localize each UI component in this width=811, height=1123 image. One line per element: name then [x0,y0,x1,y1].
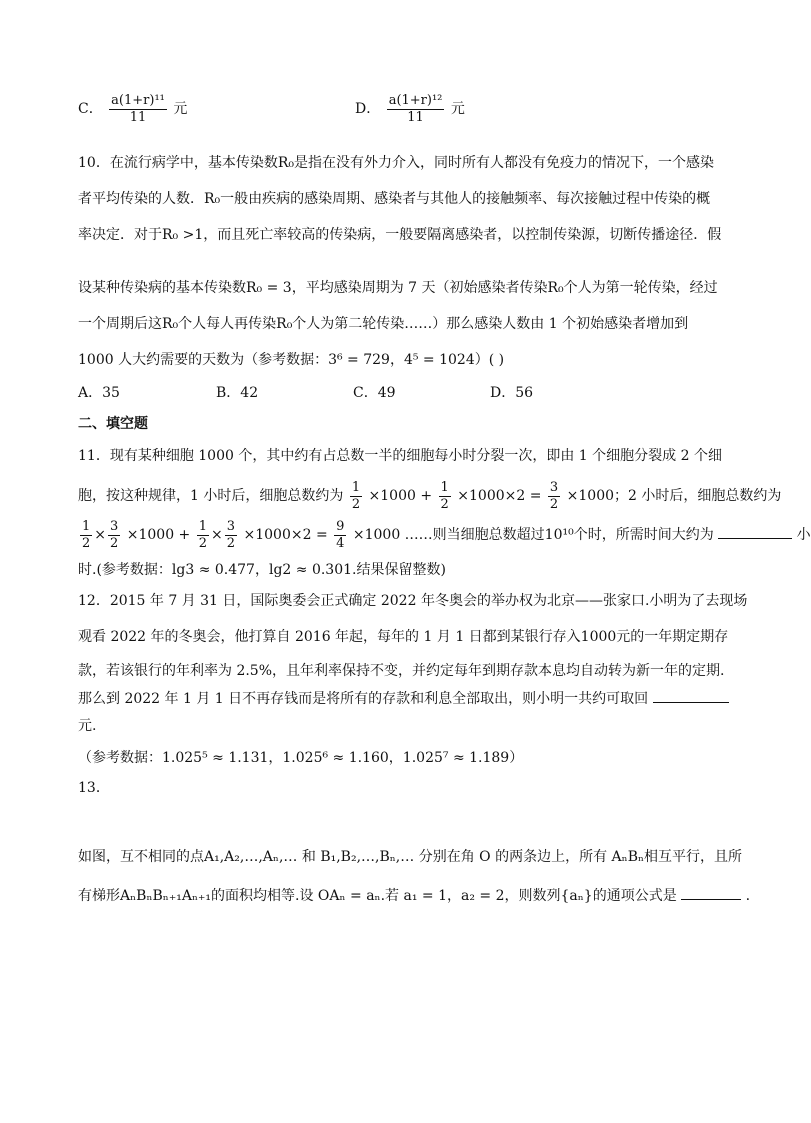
section-title: 二、填空题 [78,416,148,432]
fraction [109,93,167,126]
q10-line-3: 率决定．对于R₀ >1，而且死亡率较高的传染病，一般要隔离感染者，以控制传染源，切断传播途径．假 [78,227,722,243]
answer-blank [653,688,729,703]
q12-line-3: 款，若该银行的年利率为 2.5%，且年利率保持不变，并约定每年到期存款本息均自动转为新一年的定期. [78,663,725,679]
q10-option-d: D．56 [490,385,534,401]
q11-line-3 [78,515,811,555]
fraction: $\frac{3}{2}$ [549,479,559,512]
denominator: 11 [129,109,147,125]
q10-option-b: B．42 [216,385,259,401]
text: ×1000 ……则当细胞总数超过10¹⁰个时，所需时间大约为 [352,527,714,543]
text: 胞，按这种规律，1 小时后，细胞总数约为 [78,488,344,504]
text: ×1000 + [126,527,191,543]
text: ×1000 + [368,488,433,504]
q12-line-5: 元. [78,718,97,734]
q9-option-c [78,88,187,130]
option-label: D． [355,101,381,117]
fraction [387,93,445,126]
text: . [745,888,751,904]
fraction: $\frac{1}{2}$ [351,479,361,512]
fraction: $\frac{1}{2}$ [198,518,208,551]
numerator: a(1+r)¹¹ [111,92,165,108]
text: 那么到 2022 年 1 月 1 日不再存钱而是将所有的存款和利息全部取出，则小明一共约可取回 [78,691,649,707]
q13-number: 13． [78,780,110,796]
q13-line-2 [78,885,750,906]
fraction: $\frac{9}{4}$ [336,518,345,551]
denominator: 11 [407,109,424,125]
q12-line-1: 12．2015 年 7 月 31 日，国际奥委会正式确定 2022 年冬奥会的举办权为北京——张家口.小明为了去现场 [78,593,748,609]
text: ×1000；2 小时后，细胞总数约为 [566,488,782,504]
q13-line-1: 如图，互不相同的点A₁,A₂,…,Aₙ,… 和 B₁,B₂,…,Bₙ,… 分别在角 O 的两条边上，所有 AₙBₙ相互平行，且所 [78,849,743,865]
option-label: C． [78,101,103,117]
fraction: $\frac{3}{2}$ [110,518,119,551]
text: ×1000×2 = [243,527,328,543]
q9-option-d [355,88,465,130]
q12-line-6: （参考数据：1.025⁵ ≈ 1.131，1.025⁶ ≈ 1.160，1.025⁷ ≈ 1.189） [78,750,524,766]
unit: 元 [173,101,188,117]
q12-line-2: 观看 2022 年的冬奥会，他打算自 2016 年起，每年的 1 月 1 日都到某银行存入1000元的一年期定期存 [78,629,729,645]
q10-line-5: 一个周期后这R₀个人每人再传染R₀个人为第二轮传染……）那么感染人数由 1 个初始感染者增加到 [78,316,689,332]
fraction: $\frac{3}{2}$ [226,518,236,551]
q10-line-1: 10．在流行病学中，基本传染数R₀是指在没有外力介入，同时所有人都没有免疫力的情况下，一个感染 [78,155,714,171]
text: ×1000×2 = [457,488,542,504]
q10-option-c: C．49 [353,385,396,401]
answer-blank [718,524,792,539]
q11-line-4: 时.(参考数据：lg3 ≈ 0.477，lg2 ≈ 0.301.结果保留整数) [78,562,446,578]
text: × [94,527,107,543]
q12-line-4 [78,688,729,709]
fraction: $\frac{1}{2}$ [82,518,91,551]
q10-line-6: 1000 人大约需要的天数为（参考数据：3⁶ = 729，4⁵ = 1024）( ) [78,352,505,368]
numerator: a(1+r)¹² [388,92,443,108]
answer-blank [681,885,741,900]
q10-option-a: A．35 [78,385,120,401]
fraction: $\frac{1}{2}$ [440,479,449,512]
text: 有梯形AₙBₙBₙ₊₁Aₙ₊₁的面积均相等.设 OAₙ = aₙ.若 a₁ = 1，a₂ = 2，则数列{aₙ}的通项公式是 [78,888,677,904]
unit: 元 [450,101,465,117]
q11-line-1: 11．现有某种细胞 1000 个，其中约有占总数一半的细胞每小时分裂一次，即由 1 个细胞分裂成 2 个细 [78,448,722,464]
q10-line-4: 设某种传染病的基本传染数R₀ = 3，平均感染周期为 7 天（初始感染者传染R₀个人为第一轮传染，经过 [78,280,718,296]
q10-line-2: 者平均传染的人数．R₀一般由疾病的感染周期、感染者与其他人的接触频率、每次接触过程中传染的概 [78,191,711,207]
text: 小 [796,527,811,543]
text: × [211,527,223,543]
q11-line-2 [78,476,781,516]
